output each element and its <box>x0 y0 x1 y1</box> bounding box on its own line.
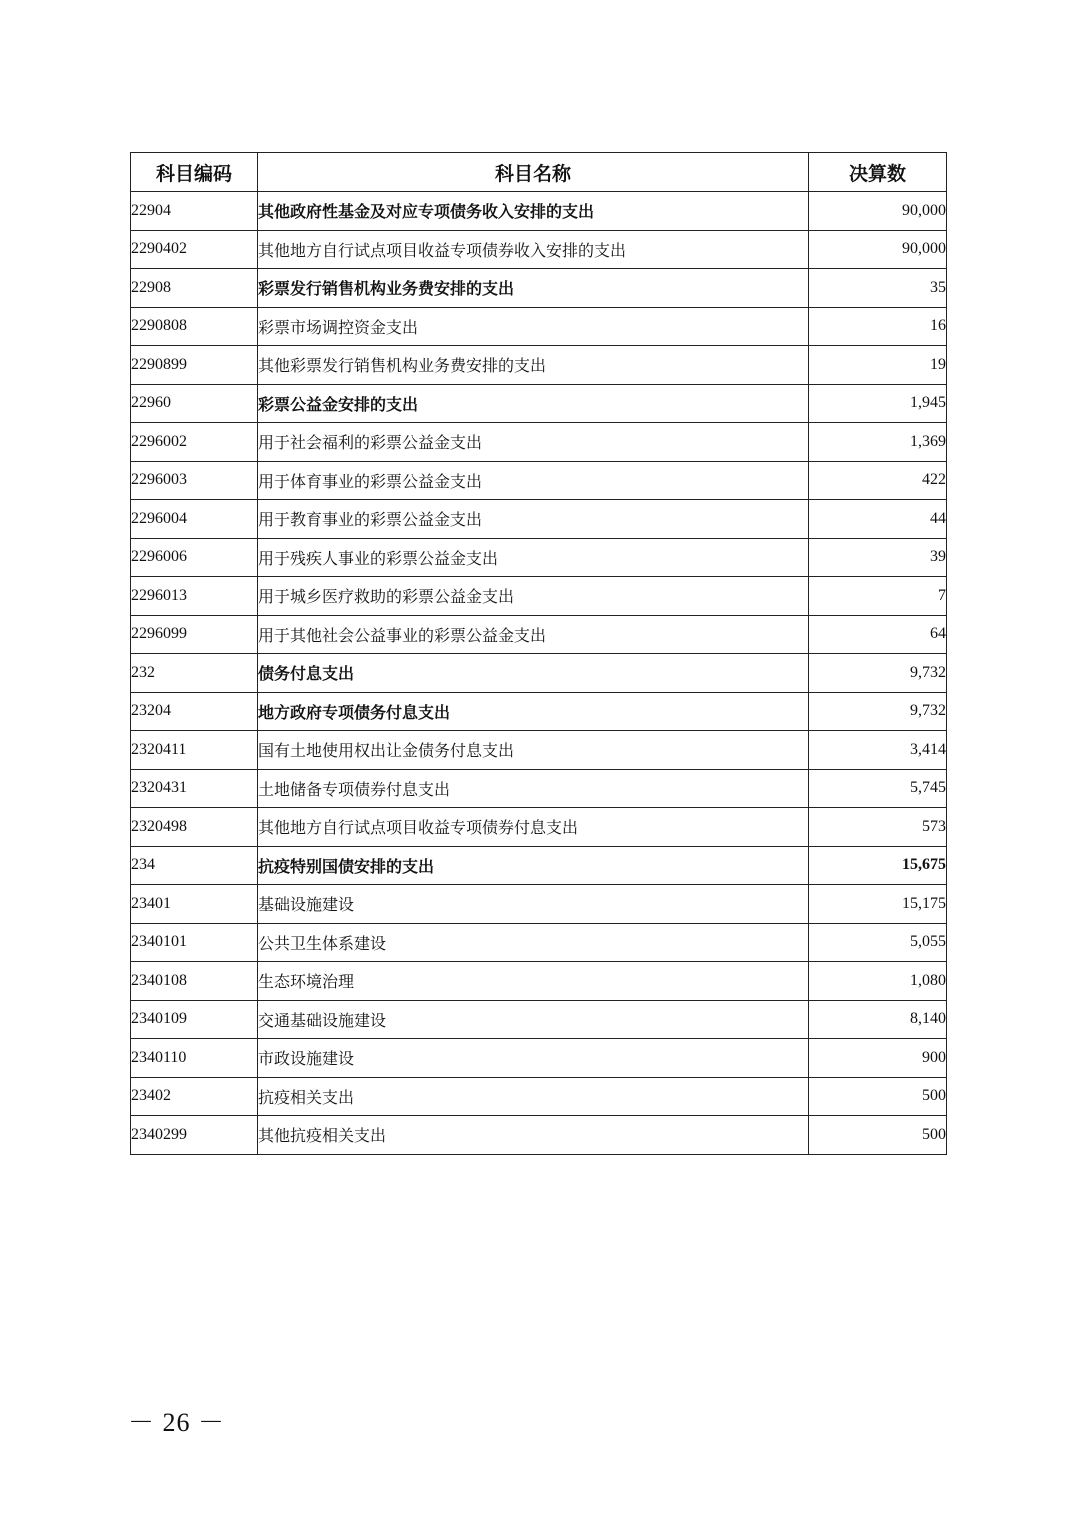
row-name: 抗疫特别国债安排的支出 <box>258 846 809 885</box>
table-row <box>131 846 947 885</box>
row-code: 2340299 <box>131 1116 258 1155</box>
row-value: 5,745 <box>809 769 947 808</box>
row-code: 2320431 <box>131 769 258 808</box>
row-code: 2340109 <box>131 1000 258 1039</box>
row-code: 2290899 <box>131 346 258 385</box>
row-code: 22960 <box>131 384 258 423</box>
table-row <box>131 923 947 962</box>
table-row <box>131 962 947 1001</box>
table-row <box>131 500 947 539</box>
table-row <box>131 269 947 308</box>
table-row <box>131 692 947 731</box>
row-name: 土地储备专项债券付息支出 <box>258 769 809 808</box>
row-name: 彩票发行销售机构业务费安排的支出 <box>258 269 809 308</box>
table-row <box>131 1077 947 1116</box>
row-value: 9,732 <box>809 654 947 693</box>
row-name: 其他政府性基金及对应专项债务收入安排的支出 <box>258 192 809 231</box>
row-value: 15,175 <box>809 885 947 924</box>
row-value: 64 <box>809 615 947 654</box>
row-name: 地方政府专项债务付息支出 <box>258 692 809 731</box>
row-name: 其他抗疫相关支出 <box>258 1116 809 1155</box>
row-value: 16 <box>809 307 947 346</box>
row-value: 15,675 <box>809 846 947 885</box>
row-code: 23401 <box>131 885 258 924</box>
row-name: 国有土地使用权出让金债务付息支出 <box>258 731 809 770</box>
row-code: 2296003 <box>131 461 258 500</box>
row-name: 公共卫生体系建设 <box>258 923 809 962</box>
row-value: 573 <box>809 808 947 847</box>
row-code: 2320498 <box>131 808 258 847</box>
row-code: 23204 <box>131 692 258 731</box>
row-name: 生态环境治理 <box>258 962 809 1001</box>
row-name: 其他地方自行试点项目收益专项债券收入安排的支出 <box>258 230 809 269</box>
table-row <box>131 885 947 924</box>
row-value: 1,080 <box>809 962 947 1001</box>
row-code: 23402 <box>131 1077 258 1116</box>
table-row <box>131 731 947 770</box>
row-code: 22904 <box>131 192 258 231</box>
row-name: 交通基础设施建设 <box>258 1000 809 1039</box>
row-code: 2296004 <box>131 500 258 539</box>
row-code: 2320411 <box>131 731 258 770</box>
row-name: 用于城乡医疗救助的彩票公益金支出 <box>258 577 809 616</box>
header-code: 科目编码 <box>131 153 258 192</box>
header-value: 决算数 <box>809 153 947 192</box>
row-value: 90,000 <box>809 230 947 269</box>
row-value: 44 <box>809 500 947 539</box>
table-row <box>131 1116 947 1155</box>
page-number: － 26 － <box>128 1408 226 1437</box>
row-name: 彩票公益金安排的支出 <box>258 384 809 423</box>
row-code: 22908 <box>131 269 258 308</box>
table-row <box>131 654 947 693</box>
row-name: 其他彩票发行销售机构业务费安排的支出 <box>258 346 809 385</box>
row-code: 2290402 <box>131 230 258 269</box>
row-name: 用于教育事业的彩票公益金支出 <box>258 500 809 539</box>
row-code: 2296099 <box>131 615 258 654</box>
table-row <box>131 538 947 577</box>
table-row <box>131 384 947 423</box>
row-value: 35 <box>809 269 947 308</box>
row-value: 3,414 <box>809 731 947 770</box>
row-code: 2290808 <box>131 307 258 346</box>
table-row <box>131 769 947 808</box>
row-value: 90,000 <box>809 192 947 231</box>
table-row <box>131 423 947 462</box>
row-value: 9,732 <box>809 692 947 731</box>
row-value: 422 <box>809 461 947 500</box>
row-value: 39 <box>809 538 947 577</box>
row-value: 19 <box>809 346 947 385</box>
row-code: 232 <box>131 654 258 693</box>
row-code: 234 <box>131 846 258 885</box>
table-row <box>131 307 947 346</box>
row-value: 7 <box>809 577 947 616</box>
row-name: 用于其他社会公益事业的彩票公益金支出 <box>258 615 809 654</box>
row-value: 1,369 <box>809 423 947 462</box>
table-row <box>131 192 947 231</box>
row-name: 抗疫相关支出 <box>258 1077 809 1116</box>
budget-table <box>130 152 947 1155</box>
table-row <box>131 1000 947 1039</box>
table-header-row <box>131 153 947 192</box>
row-name: 债务付息支出 <box>258 654 809 693</box>
row-value: 8,140 <box>809 1000 947 1039</box>
row-value: 500 <box>809 1077 947 1116</box>
table-row <box>131 461 947 500</box>
row-value: 1,945 <box>809 384 947 423</box>
row-name: 用于残疾人事业的彩票公益金支出 <box>258 538 809 577</box>
row-code: 2340108 <box>131 962 258 1001</box>
header-name: 科目名称 <box>258 153 809 192</box>
table-row <box>131 1039 947 1078</box>
table-row <box>131 577 947 616</box>
row-code: 2340101 <box>131 923 258 962</box>
row-code: 2296002 <box>131 423 258 462</box>
row-name: 其他地方自行试点项目收益专项债券付息支出 <box>258 808 809 847</box>
row-value: 900 <box>809 1039 947 1078</box>
row-code: 2340110 <box>131 1039 258 1078</box>
row-value: 5,055 <box>809 923 947 962</box>
row-name: 基础设施建设 <box>258 885 809 924</box>
table-row <box>131 346 947 385</box>
row-code: 2296013 <box>131 577 258 616</box>
row-name: 彩票市场调控资金支出 <box>258 307 809 346</box>
row-name: 用于社会福利的彩票公益金支出 <box>258 423 809 462</box>
row-code: 2296006 <box>131 538 258 577</box>
row-name: 市政设施建设 <box>258 1039 809 1078</box>
table-row <box>131 615 947 654</box>
row-value: 500 <box>809 1116 947 1155</box>
table-row <box>131 808 947 847</box>
table-row <box>131 230 947 269</box>
row-name: 用于体育事业的彩票公益金支出 <box>258 461 809 500</box>
